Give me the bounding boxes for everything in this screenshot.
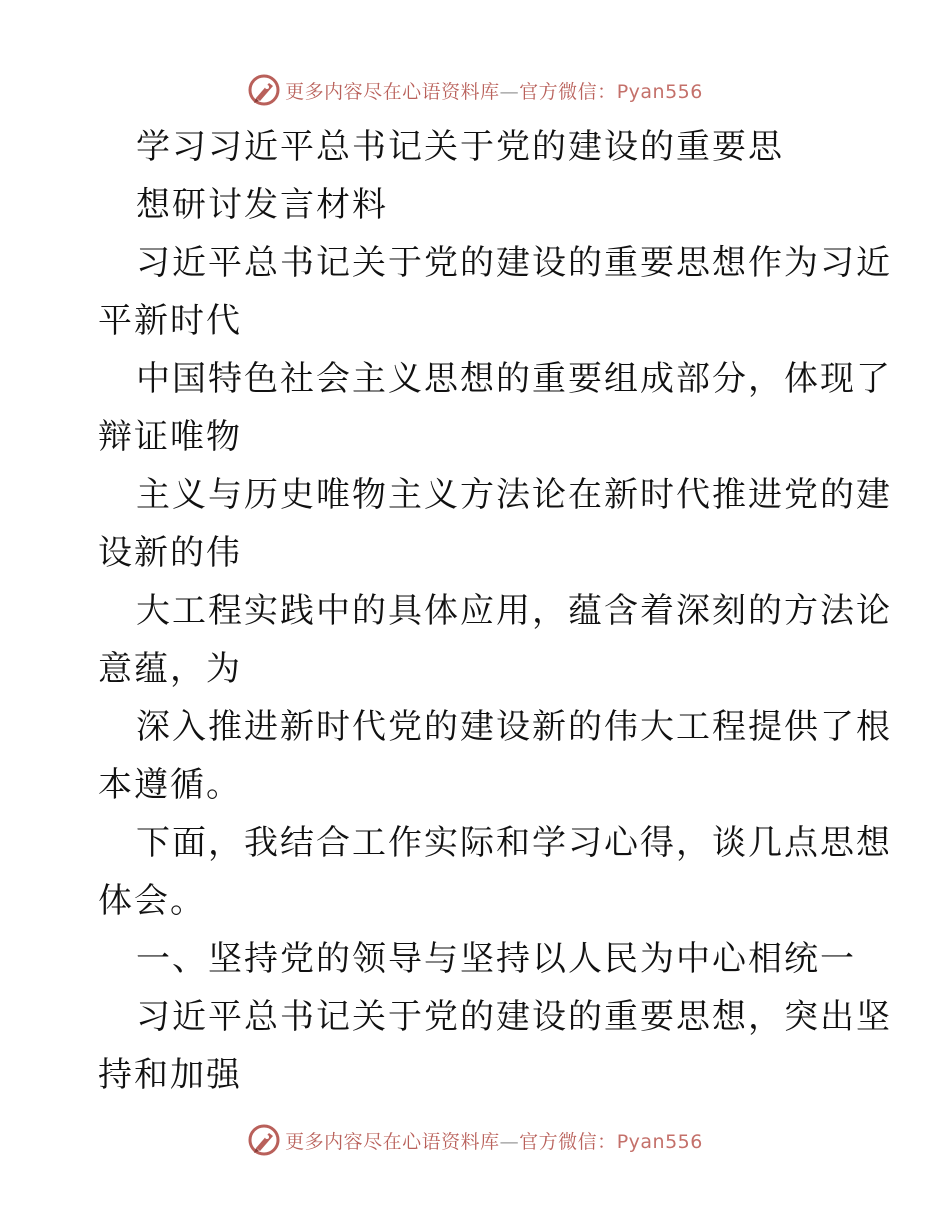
title-line-2: 想研讨发言材料 [136,185,388,225]
paragraph-line: 意蕴，为 [98,649,242,689]
paragraph-line: 主义与历史唯物主义方法论在新时代推进党的建 [136,475,892,515]
watermark-text: 更多内容尽在心语资料库—官方微信：Pyan556 [285,80,703,103]
paragraph-line: 大工程实践中的具体应用，蕴含着深刻的方法论 [136,591,892,631]
pen-logo-icon [247,73,281,107]
paragraph-line: 平新时代 [98,301,242,341]
section-heading: 一、坚持党的领导与坚持以人民为中心相统一 [136,939,856,979]
paragraph-line: 辩证唯物 [98,417,242,457]
paragraph-line: 下面，我结合工作实际和学习心得，谈几点思想 [136,823,892,863]
paragraph-line: 习近平总书记关于党的建设的重要思想，突出坚 [136,997,892,1037]
header-watermark [0,70,950,110]
paragraph-line: 中国特色社会主义思想的重要组成部分，体现了 [136,359,892,399]
paragraph-line: 深入推进新时代党的建设新的伟大工程提供了根 [136,707,892,747]
pen-logo-icon [247,1123,281,1157]
footer-watermark [0,1120,950,1160]
document-body [98,118,892,1104]
paragraph-line: 习近平总书记关于党的建设的重要思想作为习近 [136,243,892,283]
paragraph-line: 本遵循。 [98,765,242,805]
paragraph-line: 体会。 [98,881,206,921]
title-line-1: 学习习近平总书记关于党的建设的重要思 [136,127,784,167]
paragraph-line: 设新的伟 [98,533,242,573]
watermark-text: 更多内容尽在心语资料库—官方微信：Pyan556 [285,1130,703,1153]
paragraph-line: 持和加强 [98,1055,242,1095]
